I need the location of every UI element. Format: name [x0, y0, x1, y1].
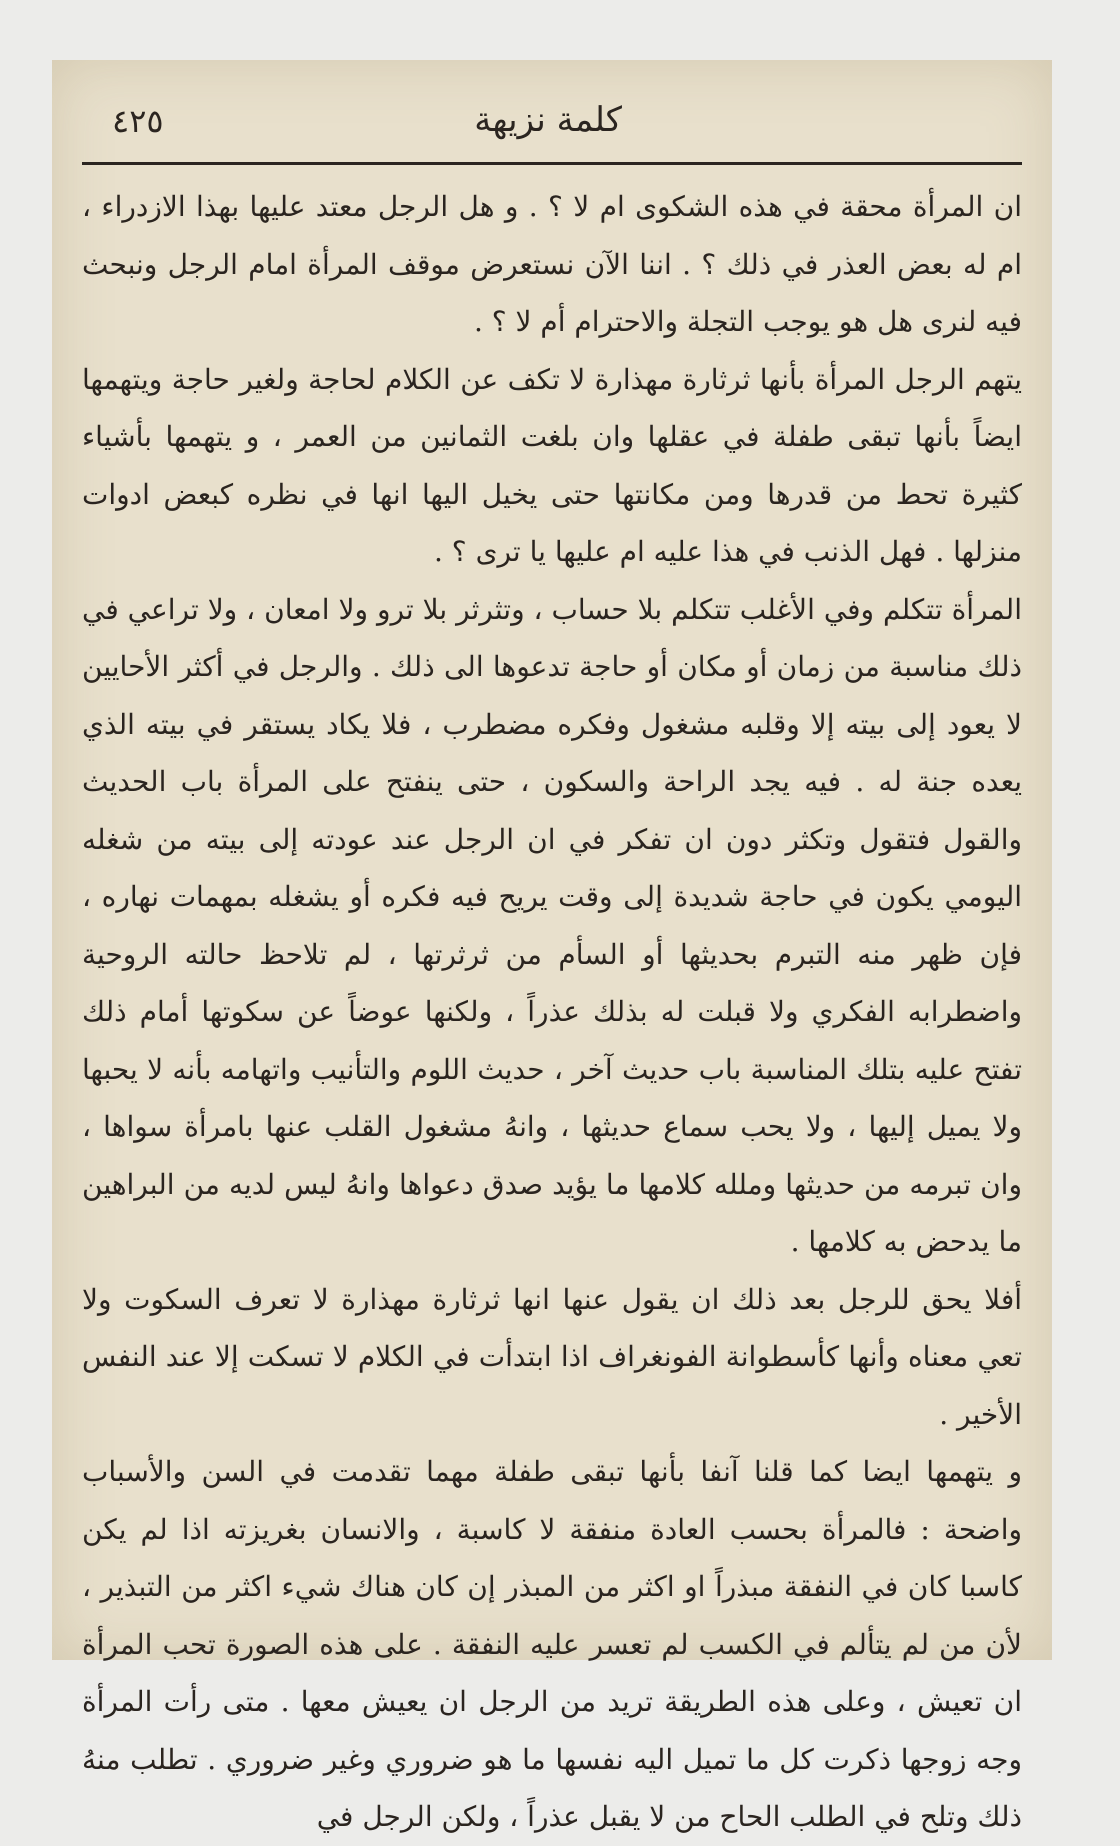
book-page — [52, 60, 1052, 1833]
header-rule — [82, 162, 1022, 165]
running-title: كلمة نزيهة — [474, 100, 622, 140]
page-header — [112, 100, 1012, 170]
page-body — [82, 178, 1022, 1846]
paragraph-1: ان المرأة محقة في هذه الشكوى ام لا ؟ . و هل الرجل معتد عليها بهذا الازدراء ، ام له بعض العذر في ذلك ؟ . اننا الآن نستعرض موقف المرأة امام الرجل ونبحث فيه لنرى هل هو يوجب التجلة والاحترام أم لا ؟ . — [82, 190, 1022, 338]
paragraph-5: و يتهمها ايضا كما قلنا آنفا بأنها تبقى طفلة مهما تقدمت في السن والأسباب واضحة : فالمرأة بحسب العادة منفقة لا كاسبة ، والانسان بغريزته اذا لم يكن كاسبا كان في النفقة مبذراً او اكثر من المبذر إن كان هناك شيء اكثر من التبذير ، لأن من لم يتألم في الكسب لم تعسر عليه النفقة . على هذه الصورة تحب المرأة ان تعيش ، وعلى هذه الطريقة تريد من الرجل ان يعيش معها . متى رأت المرأة وجه زوجها ذكرت كل ما تميل اليه نفسها ما هو ضروري وغير ضروري . تطلب منهُ ذلك وتلح في الطلب الحاح من لا يقبل عذراً ، ولكن الرجل في — [82, 1455, 1022, 1833]
page-number: ٤٢٥ — [112, 102, 164, 140]
paragraph-3: المرأة تتكلم وفي الأغلب تتكلم بلا حساب ، وتثرثر بلا ترو ولا امعان ، ولا تراعي في ذلك مناسبة من زمان أو مكان أو حاجة تدعوها الى ذلك . والرجل في أكثر الأحايين لا يعود إلى بيته إلا وقلبه مشغول وفكره مضطرب ، فلا يكاد يستقر في بيته الذي يعده جنة له . فيه يجد الراحة والسكون ، حتى ينفتح على المرأة باب الحديث والقول فتقول وتكثر دون ان تفكر في ان الرجل عند عودته إلى بيته من شغله اليومي يكون في حاجة شديدة إلى وقت يريح فيه فكره أو يشغله بمهمات نهاره ، فإن ظهر منه التبرم بحديثها أو السأم من ثرثرتها ، لم تلاحظ حالته الروحية واضطرابه الفكري ولا قبلت له بذلك عذراً ، ولكنها عوضاً عن سكوتها أمام ذلك تفتح عليه بتلك المناسبة باب حديث آخر ، حديث اللوم والتأنيب واتهامه بأنه لا يحبها ولا يميل إليها ، ولا يحب سماع حديثها ، وانهُ مشغول القلب عنها بامرأة سواها ، وان تبرمه من حديثها وملله كلامها ما يؤيد صدق دعواها وانهُ ليس لديه من البراهين ما يدحض به كلامها . — [82, 592, 1022, 1258]
paragraph-4: أفلا يحق للرجل بعد ذلك ان يقول عنها انها ثرثارة مهذارة لا تعرف السكوت ولا تعي معناه وأنها كأسطوانة الفونغراف اذا ابتدأت في الكلام لا تسكت إلا عند النفس الأخير . — [82, 1282, 1022, 1431]
paragraph-2: يتهم الرجل المرأة بأنها ثرثارة مهذارة لا تكف عن الكلام لحاجة ولغير حاجة ويتهمها ايضاً بأنها تبقى طفلة في عقلها وان بلغت الثمانين من العمر ، و يتهمها بأشياء كثيرة تحط من قدرها ومن مكانتها حتى يخيل اليها انها في نظره كبعض ادوات منزلها . فهل الذنب في هذا عليه ام عليها يا ترى ؟ . — [82, 362, 1022, 568]
